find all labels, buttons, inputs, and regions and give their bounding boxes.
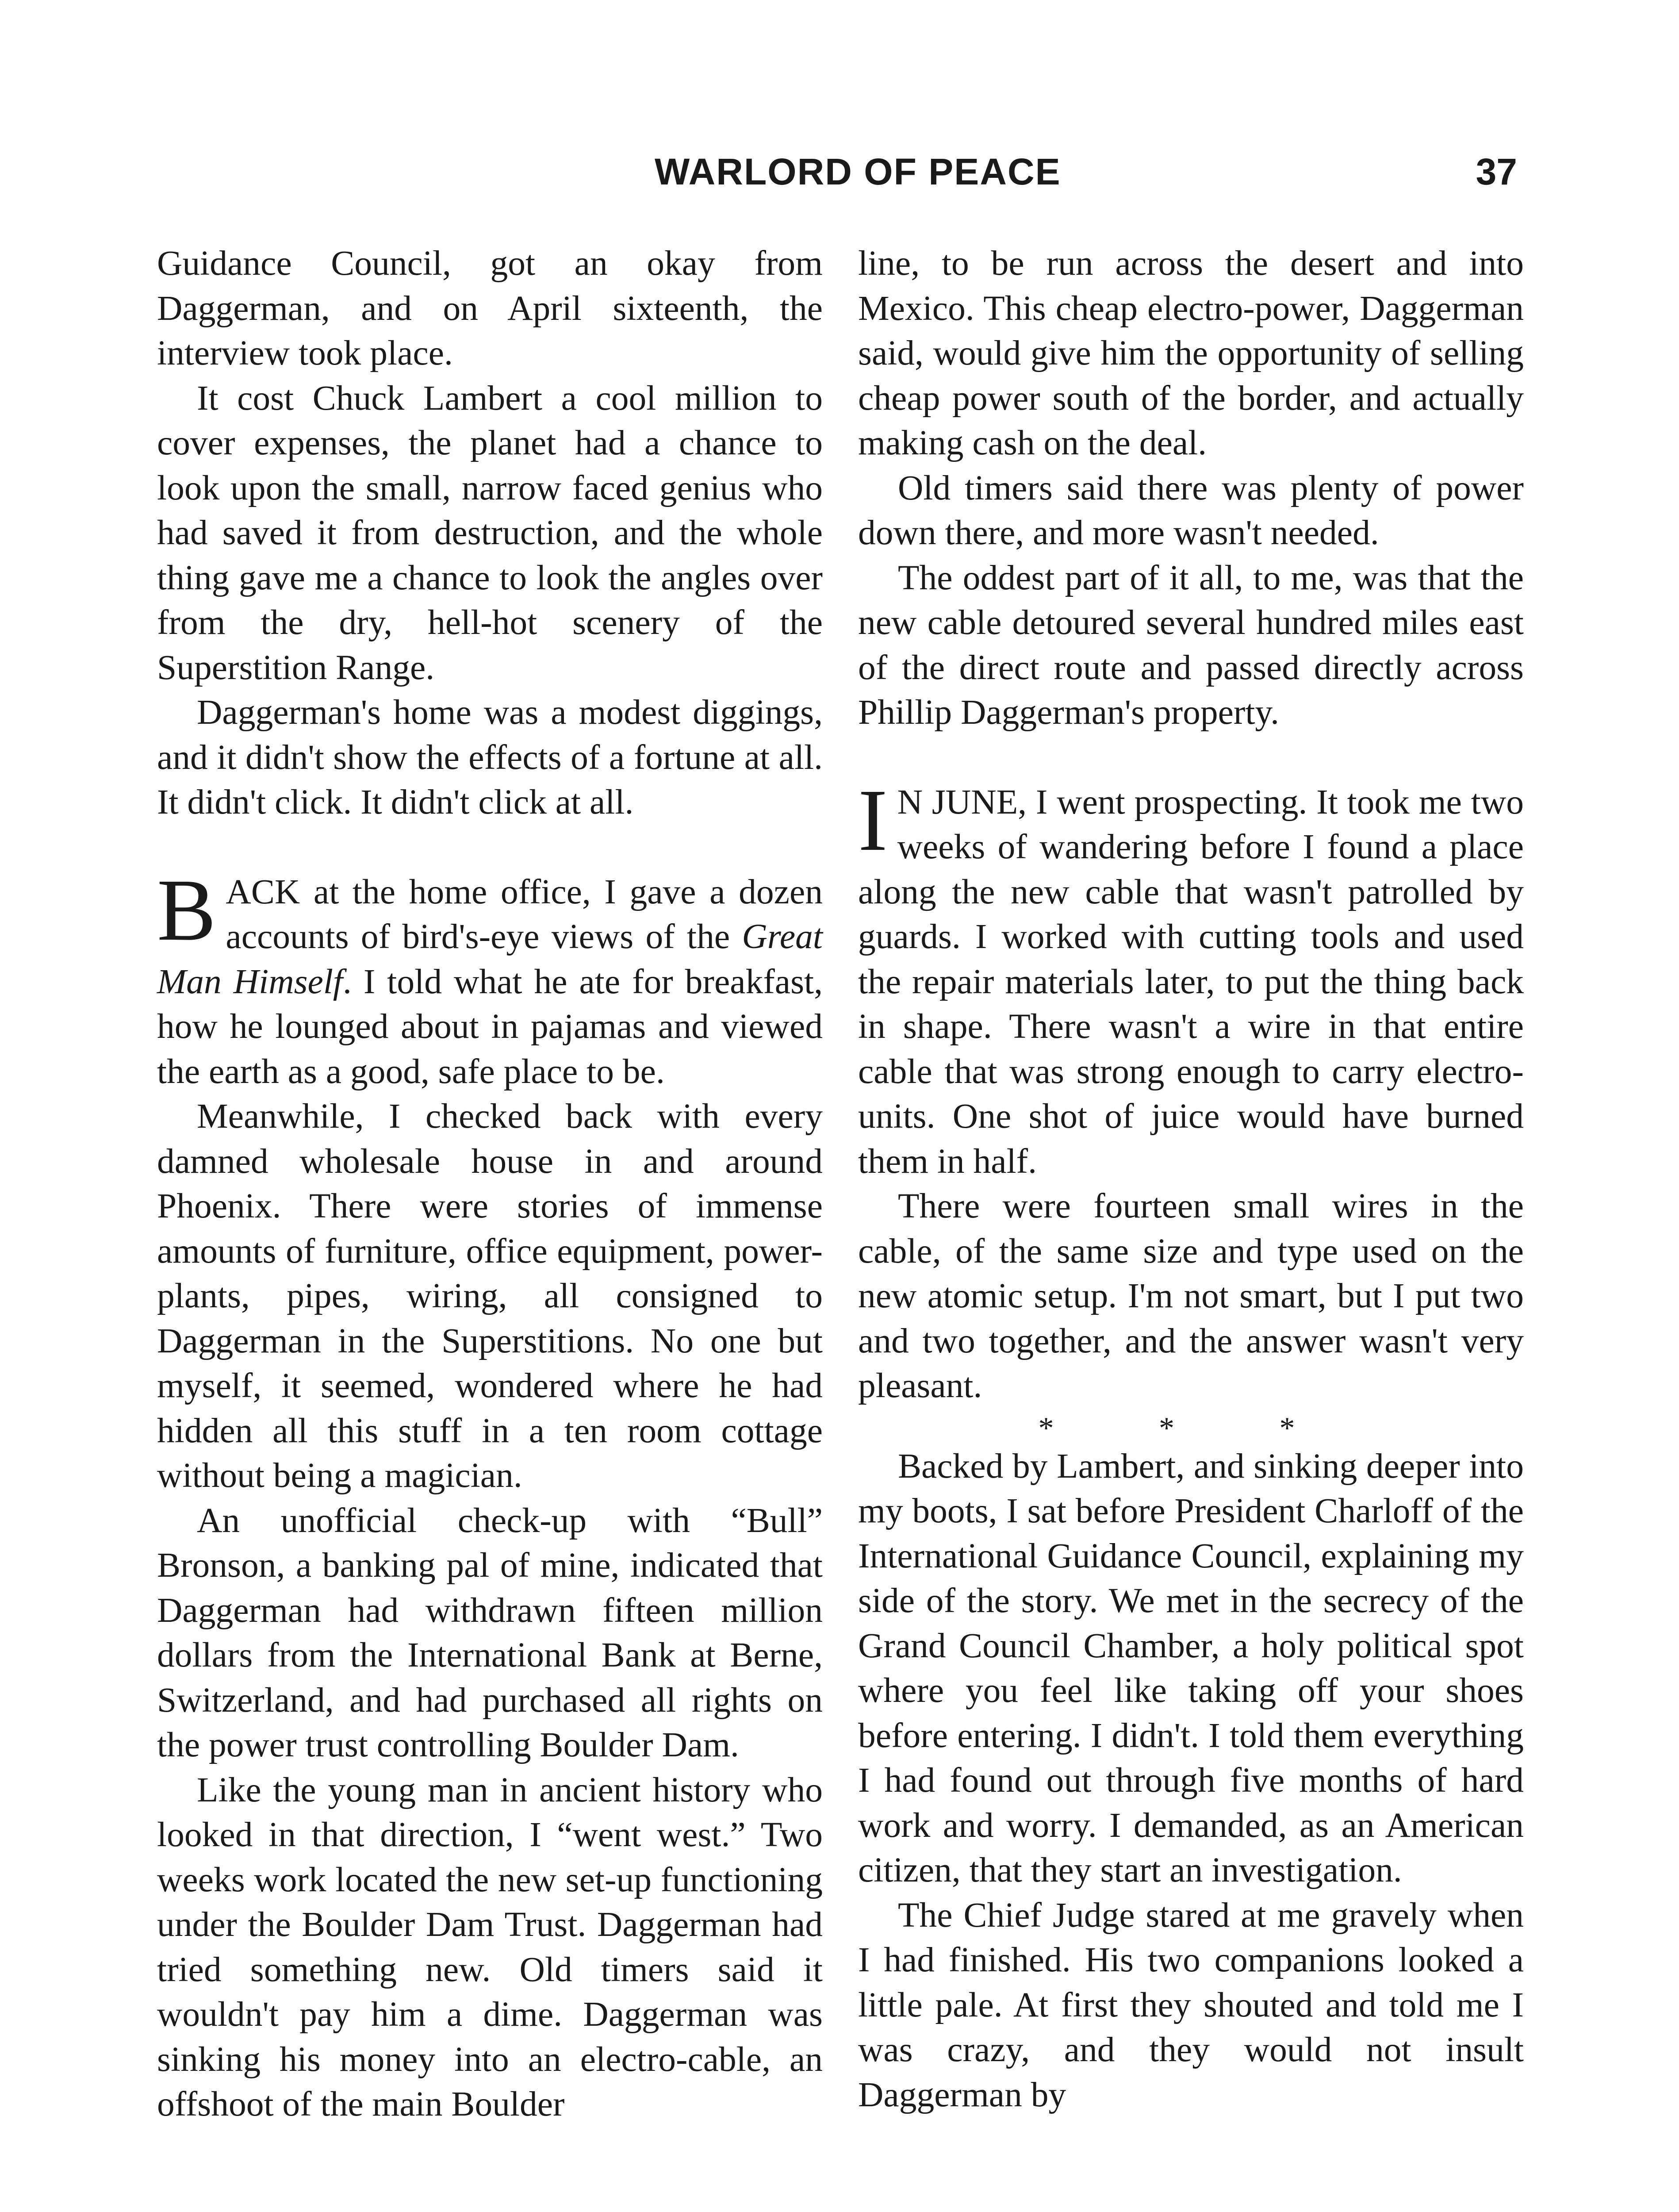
paragraph-text: . I told what he ate for breakfast, how he lounged about in pajamas and viewed the earth as a good, safe place to be. — [157, 962, 823, 1091]
paragraph-with-dropcap — [157, 861, 823, 1094]
right-column — [858, 241, 1524, 2117]
paragraph: Meanwhile, I checked back with every damned wholesale house in and around Phoenix. There were stories of immense amounts of furniture, office equipment, power-plants, pipes, wiring, all consigned to Daggerman in the Superstitions. No one but myself, it seemed, wondered where he had hidden all this stuff in a ten room cottage without being a magician. — [157, 1097, 823, 1495]
drop-cap: I — [858, 771, 888, 869]
paragraph: line, to be run across the desert and into Mexico. This cheap electro-power, Daggerman said, would give him the opportunity of selling cheap power south of the border, and actually making cash on the deal. — [858, 244, 1524, 462]
paragraph: The Chief Judge stared at me gravely when I had finished. His two companions looked a little pale. At first they shouted and told me I was crazy, and they would not insult Daggerman by — [858, 1895, 1524, 2114]
paragraph: It cost Chuck Lambert a cool million to cover expenses, the planet had a chance to look upon the small, narrow faced genius who had saved it from destruction, and the whole thing gave me a chance to look the angles over from the dry, hell-hot scenery of the Superstition Range. — [157, 378, 823, 687]
paragraph-text: at the home office, I gave a dozen accounts of bird's-eye views of the — [226, 872, 823, 956]
running-header — [159, 150, 1517, 199]
italic-phrase: Great Man Himself — [157, 917, 823, 1001]
paragraph-text: I went prospecting. It took me two weeks of wandering before I found a place along the new cable that wasn't patrolled by guards. I worked with cutting tools and used the repair materials later, to put the thing back in shape. There wasn't a wire in that entire cable that was strong enough to carry electro-units. One shot of juice would have burned them in half. — [858, 782, 1524, 1181]
paragraph: Backed by Lambert, and sinking deeper into my boots, I sat before President Charloff of the International Guidance Council, explaining my side of the story. We met in the secrecy of the Grand Council Chamber, a holy political spot where you feel like taking off your shoes before entering. I didn't. I told them everything I had found out through five months of hard work and worry. I demanded, as an American citizen, that they start an investigation. — [858, 1446, 1524, 1889]
paragraph: An unofficial check-up with “Bull” Bronson, a banking pal of mine, indicated that Daggerman had withdrawn fifteen million dollars from the International Bank at Berne, Switzerland, and had purchased all rights on the power trust controlling Boulder Dam. — [157, 1501, 823, 1764]
drop-cap: B — [157, 861, 216, 959]
paragraph: Old timers said there was plenty of power down there, and more wasn't needed. — [858, 468, 1524, 552]
paragraph: Daggerman's home was a modest diggings, and it didn't show the effects of a fortune at all. It didn't click. It didn't click at all. — [157, 693, 823, 822]
page-number: 37 — [1476, 151, 1517, 192]
paragraph-with-dropcap — [858, 771, 1524, 1184]
left-column — [157, 241, 823, 2127]
small-caps-lead: ACK — [226, 872, 300, 911]
paragraph: There were fourteen small wires in the cable, of the same size and type used on the new atomic setup. I'm not smart, but I put two and two together, and the answer wasn't very pleasant. — [858, 1187, 1524, 1405]
small-caps-lead: N JUNE, — [897, 782, 1027, 822]
paragraph: Like the young man in ancient history who looked in that direction, I “went west.” Two weeks work located the new set-up functioning under the Boulder Dam Trust. Daggerman had tried something new. Old timers said it wouldn't pay him a dime. Daggerman was sinking his money into an electro-cable, an offshoot of the main Boulder — [157, 1770, 823, 2124]
running-title: WARLORD OF PEACE — [655, 151, 1061, 192]
paragraph: The oddest part of it all, to me, was that the new cable detoured several hundred miles east of the direct route and passed directly across Phillip Daggerman's property. — [858, 558, 1524, 732]
paragraph: Guidance Council, got an okay from Daggerman, and on April sixteenth, the interview took place. — [157, 244, 823, 373]
section-separator: * * * — [1038, 1411, 1344, 1445]
